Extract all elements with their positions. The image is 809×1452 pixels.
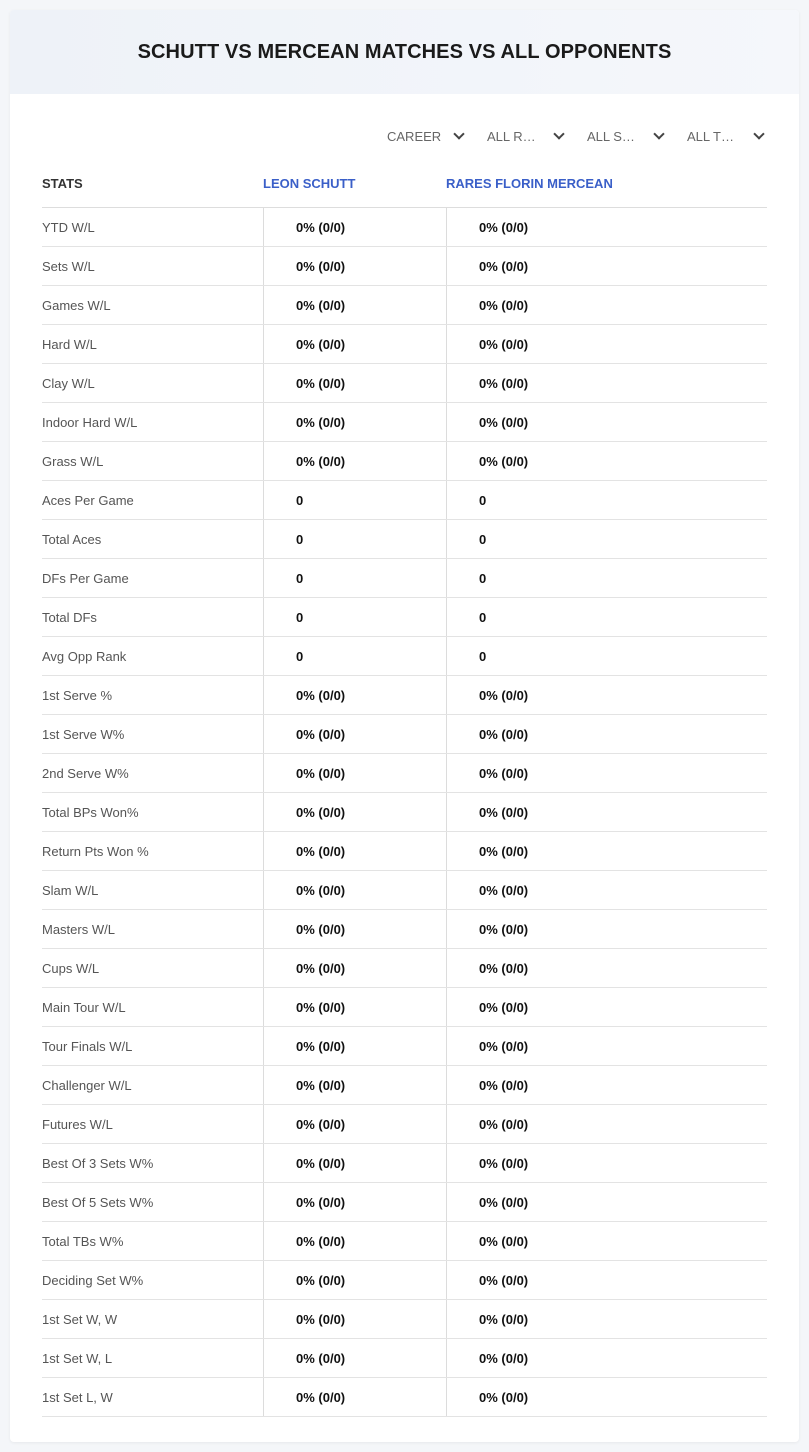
player2-value: 0% (0/0) xyxy=(446,208,767,246)
player1-value: 0% (0/0) xyxy=(263,1339,446,1377)
stat-label: Return Pts Won % xyxy=(42,843,149,859)
player1-value: 0% (0/0) xyxy=(263,793,446,831)
stat-label: Total BPs Won% xyxy=(42,804,139,820)
stat-label: Main Tour W/L xyxy=(42,999,126,1015)
table-row xyxy=(42,1105,767,1144)
table-row xyxy=(42,520,767,559)
stats-card xyxy=(10,10,799,1442)
player1-value: 0% (0/0) xyxy=(263,247,446,285)
player1-value: 0% (0/0) xyxy=(263,403,446,441)
table-row xyxy=(42,559,767,598)
player2-value: 0% (0/0) xyxy=(446,832,767,870)
table-row xyxy=(42,247,767,286)
stat-label: 1st Serve W% xyxy=(42,726,125,742)
player2-value: 0% (0/0) xyxy=(446,715,767,753)
stat-label: Challenger W/L xyxy=(42,1077,132,1093)
player2-value: 0% (0/0) xyxy=(446,871,767,909)
player1-value: 0 xyxy=(263,598,446,636)
player2-value: 0% (0/0) xyxy=(446,949,767,987)
player1-value: 0% (0/0) xyxy=(263,949,446,987)
player1-value: 0 xyxy=(263,637,446,675)
chevron-down-icon xyxy=(453,128,464,139)
stat-label: Sets W/L xyxy=(42,258,95,274)
stat-label: Total TBs W% xyxy=(42,1233,124,1249)
player2-value: 0% (0/0) xyxy=(446,988,767,1026)
player2-value: 0% (0/0) xyxy=(446,1144,767,1182)
table-row xyxy=(42,1066,767,1105)
filter-surfaces-label: ALL S… xyxy=(587,128,635,144)
player2-value: 0 xyxy=(446,481,767,519)
player2-value: 0% (0/0) xyxy=(446,910,767,948)
table-body xyxy=(42,208,767,1417)
stat-label: Games W/L xyxy=(42,297,111,313)
stat-label: 1st Set W, L xyxy=(42,1350,113,1366)
player1-value: 0% (0/0) xyxy=(263,1027,446,1065)
table-row xyxy=(42,208,767,247)
stats-table xyxy=(42,160,767,1417)
filter-tournaments-label: ALL T… xyxy=(687,128,734,144)
stat-label: Masters W/L xyxy=(42,921,115,937)
filter-rounds-label: ALL R… xyxy=(487,128,536,144)
table-row xyxy=(42,1300,767,1339)
table-row xyxy=(42,364,767,403)
card-header xyxy=(10,10,799,94)
table-row xyxy=(42,403,767,442)
player2-value: 0 xyxy=(446,520,767,558)
player1-value: 0% (0/0) xyxy=(263,1300,446,1338)
stat-label: 1st Serve % xyxy=(42,687,113,703)
player2-value: 0% (0/0) xyxy=(446,1261,767,1299)
player2-value: 0% (0/0) xyxy=(446,676,767,714)
table-row xyxy=(42,832,767,871)
player1-value: 0% (0/0) xyxy=(263,1105,446,1143)
filter-bar xyxy=(379,124,767,148)
table-row xyxy=(42,871,767,910)
table-row xyxy=(42,793,767,832)
stat-label: Aces Per Game xyxy=(42,492,134,508)
stat-label: Best Of 3 Sets W% xyxy=(42,1155,154,1171)
player1-value: 0% (0/0) xyxy=(263,1183,446,1221)
player1-value: 0% (0/0) xyxy=(263,364,446,402)
player2-value: 0% (0/0) xyxy=(446,793,767,831)
table-row xyxy=(42,1339,767,1378)
stat-label: Total DFs xyxy=(42,609,97,625)
player1-value: 0% (0/0) xyxy=(263,208,446,246)
filter-tournaments-select[interactable] xyxy=(679,124,767,148)
player1-value: 0% (0/0) xyxy=(263,325,446,363)
table-row xyxy=(42,910,767,949)
player1-value: 0% (0/0) xyxy=(263,442,446,480)
table-row xyxy=(42,949,767,988)
filter-period-select[interactable] xyxy=(379,124,467,148)
stat-label: Indoor Hard W/L xyxy=(42,414,138,430)
filter-rounds-select[interactable] xyxy=(479,124,567,148)
stat-label: 1st Set W, W xyxy=(42,1311,118,1327)
table-header xyxy=(42,160,767,208)
player1-value: 0 xyxy=(263,520,446,558)
table-row xyxy=(42,1183,767,1222)
stat-label: Grass W/L xyxy=(42,453,104,469)
stat-label: 1st Set L, W xyxy=(42,1389,113,1405)
player1-value: 0 xyxy=(263,481,446,519)
stat-label: Tour Finals W/L xyxy=(42,1038,133,1054)
table-row xyxy=(42,637,767,676)
player1-value: 0 xyxy=(263,559,446,597)
player2-value: 0% (0/0) xyxy=(446,1066,767,1104)
player2-value: 0% (0/0) xyxy=(446,1378,767,1416)
player2-value: 0% (0/0) xyxy=(446,247,767,285)
table-row xyxy=(42,442,767,481)
player1-value: 0% (0/0) xyxy=(263,754,446,792)
filter-surfaces-select[interactable] xyxy=(579,124,667,148)
player1-value: 0% (0/0) xyxy=(263,1378,446,1416)
column-header-player2[interactable]: RARES FLORIN MERCEAN xyxy=(446,176,613,191)
table-row xyxy=(42,598,767,637)
chevron-down-icon xyxy=(553,128,564,139)
table-row xyxy=(42,676,767,715)
player1-value: 0% (0/0) xyxy=(263,832,446,870)
player2-value: 0 xyxy=(446,637,767,675)
stat-label: Clay W/L xyxy=(42,375,95,391)
column-header-stats: STATS xyxy=(42,176,83,191)
stat-label: Cups W/L xyxy=(42,960,100,976)
chevron-down-icon xyxy=(653,128,664,139)
table-row xyxy=(42,1378,767,1417)
table-row xyxy=(42,1261,767,1300)
stat-label: Deciding Set W% xyxy=(42,1272,144,1288)
player2-value: 0% (0/0) xyxy=(446,442,767,480)
player1-value: 0% (0/0) xyxy=(263,1144,446,1182)
table-row xyxy=(42,481,767,520)
table-row xyxy=(42,286,767,325)
filter-period-label: CAREER xyxy=(387,128,442,144)
player1-value: 0% (0/0) xyxy=(263,871,446,909)
table-row xyxy=(42,1222,767,1261)
player2-value: 0% (0/0) xyxy=(446,1300,767,1338)
player2-value: 0% (0/0) xyxy=(446,1222,767,1260)
player2-value: 0% (0/0) xyxy=(446,754,767,792)
player1-value: 0% (0/0) xyxy=(263,286,446,324)
table-row xyxy=(42,754,767,793)
player2-value: 0% (0/0) xyxy=(446,1027,767,1065)
player1-value: 0% (0/0) xyxy=(263,676,446,714)
table-row xyxy=(42,1027,767,1066)
player2-value: 0% (0/0) xyxy=(446,364,767,402)
player2-value: 0% (0/0) xyxy=(446,403,767,441)
table-row xyxy=(42,988,767,1027)
table-row xyxy=(42,1144,767,1183)
stat-label: Total Aces xyxy=(42,531,102,547)
player1-value: 0% (0/0) xyxy=(263,715,446,753)
stat-label: Best Of 5 Sets W% xyxy=(42,1194,154,1210)
table-row xyxy=(42,715,767,754)
chevron-down-icon xyxy=(753,128,764,139)
player1-value: 0% (0/0) xyxy=(263,910,446,948)
column-header-player1[interactable]: LEON SCHUTT xyxy=(263,176,356,191)
stat-label: Avg Opp Rank xyxy=(42,648,127,664)
table-row xyxy=(42,325,767,364)
player2-value: 0% (0/0) xyxy=(446,1105,767,1143)
player2-value: 0% (0/0) xyxy=(446,1339,767,1377)
player2-value: 0% (0/0) xyxy=(446,325,767,363)
stat-label: 2nd Serve W% xyxy=(42,765,129,781)
stat-label: YTD W/L xyxy=(42,219,95,235)
stat-label: DFs Per Game xyxy=(42,570,129,586)
player1-value: 0% (0/0) xyxy=(263,1066,446,1104)
player2-value: 0% (0/0) xyxy=(446,1183,767,1221)
player1-value: 0% (0/0) xyxy=(263,1222,446,1260)
stat-label: Slam W/L xyxy=(42,882,99,898)
page-title: SCHUTT VS MERCEAN MATCHES VS ALL OPPONENTS xyxy=(137,40,672,63)
stat-label: Hard W/L xyxy=(42,336,97,352)
player2-value: 0 xyxy=(446,598,767,636)
player1-value: 0% (0/0) xyxy=(263,1261,446,1299)
player2-value: 0 xyxy=(446,559,767,597)
stat-label: Futures W/L xyxy=(42,1116,113,1132)
player2-value: 0% (0/0) xyxy=(446,286,767,324)
player1-value: 0% (0/0) xyxy=(263,988,446,1026)
